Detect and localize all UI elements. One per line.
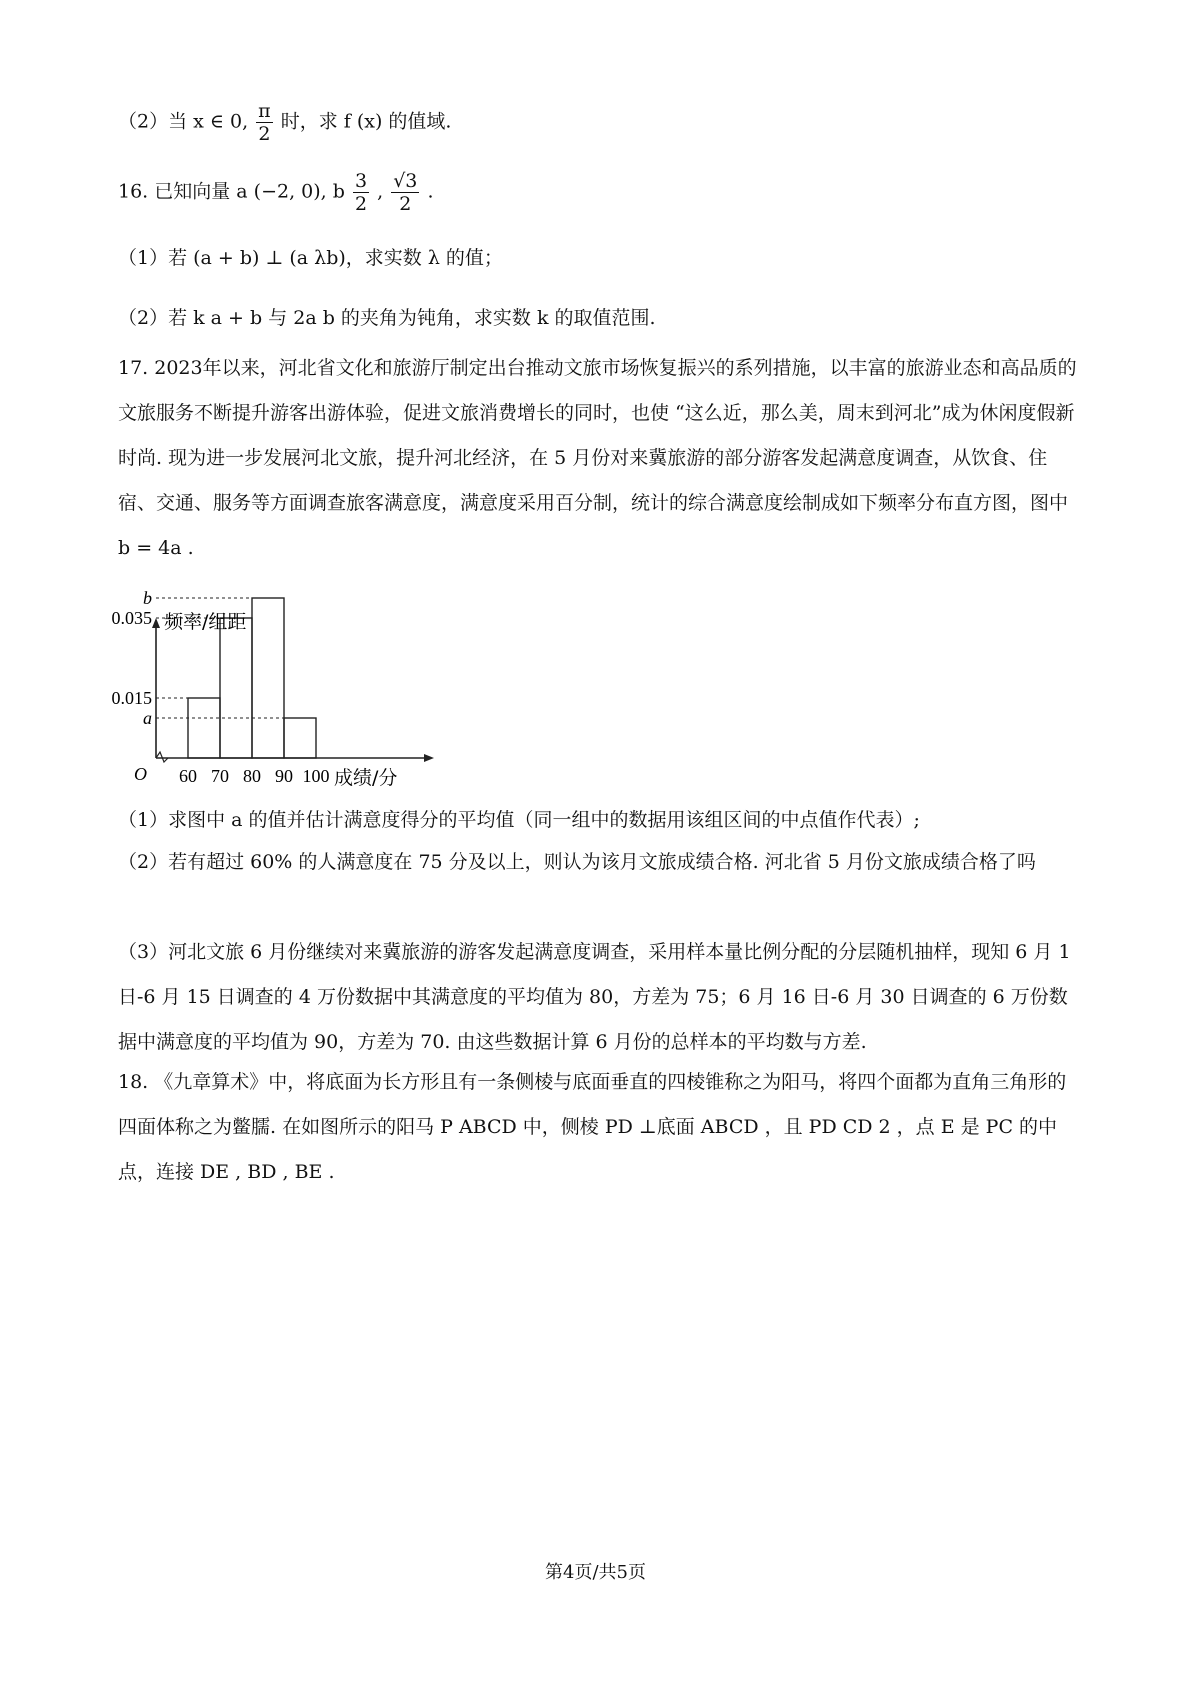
q15-part2 [118, 100, 451, 145]
q16-stem [118, 170, 433, 215]
q18-stem: 18. 《九章算术》中，将底面为长方形且有一条侧棱与底面垂直的四棱锥称之为阳马，将四个面都为直角三角形的四面体称之为鳖臑. 在如图所示的阳马 P ABCD 中，侧棱 PD ⊥底面 ABCD ，且 PD CD 2 ，点 E 是 PC 的中点，连接 DE , BD , BE . [118, 1071, 1067, 1183]
q17-part2: （2）若有超过 60% 的人满意度在 75 分及以上，则认为该月文旅成绩合格. 河北省 5 月份文旅成绩合格了吗 [118, 851, 1036, 873]
x-tick-label: 100 [302, 766, 330, 786]
y-tick-label: 0.035 [111, 608, 152, 628]
x-tick-label: 80 [243, 766, 261, 786]
q17-stem: 17. 2023年以来，河北省文化和旅游厅制定出台推动文旅市场恢复振兴的系列措施，以丰富的旅游业态和高品质的文旅服务不断提升游客出游体验，促进文旅消费增长的同时，也使 “这么近，那么美，周末到河北”成为休闲度假新时尚. 现为进一步发展河北文旅，提升河北经济，在 5 月份对来冀旅游的部分游客发起满意度调查，从饮食、住宿、交通、服务等方面调查旅客满意度，满意度采用百分制，统计的综合满意度绘制成如下频率分布直方图，图中 b = 4a . [118, 357, 1077, 559]
x-tick-label: 70 [211, 766, 229, 786]
axis-break [156, 752, 168, 762]
x-tick-label: 90 [275, 766, 293, 786]
x-axis-arrow [424, 754, 434, 762]
q16-stem-suffix: . [427, 180, 434, 203]
histogram-bar [220, 618, 252, 758]
fraction-denominator: 2 [399, 193, 412, 215]
y-tick-label: b [143, 588, 152, 608]
q15-part2-suffix: 时，求 f (x) 的值域. [280, 110, 452, 133]
origin-label: O [134, 764, 147, 784]
fraction-3-over-2 [353, 170, 369, 215]
page-footer: 第4页/共5页 [545, 1562, 646, 1583]
q16-part2: （2）若 k a + b 与 2a b 的夹角为钝角，求实数 k 的取值范围. [118, 307, 656, 329]
fraction-numerator: π [258, 100, 271, 122]
q17-part1: （1）求图中 a 的值并估计满意度得分的平均值（同一组中的数据用该组区间的中点值作代表）; [118, 809, 920, 831]
histogram-bar [284, 718, 316, 758]
x-tick-label: 60 [179, 766, 197, 786]
q16-stem-prefix: 16. 已知向量 a (−2, 0), b [118, 180, 351, 203]
fraction-numerator: √3 [393, 170, 418, 192]
q17-part3: （3）河北文旅 6 月份继续对来冀旅游的游客发起满意度调查，采用样本量比例分配的分层随机抽样，现知 6 月 1 日-6 月 15 日调查的 4 万份数据中其满意度的平均值为 80，方差为 75；6 月 16 日-6 月 30 日调查的 6 万份数据中满意度的平均值为 90，方差为 70. 由这些数据计算 6 月份的总样本的平均数与方差. [118, 941, 1071, 1053]
y-tick-label: a [143, 708, 152, 728]
fraction-pi-over-2 [256, 100, 273, 145]
y-axis-title: 频率/组距 [164, 611, 247, 633]
histogram-bar [188, 698, 220, 758]
comma: , [377, 180, 384, 203]
fraction-denominator: 2 [258, 123, 271, 145]
fraction-sqrt3-over-2 [391, 170, 419, 215]
histogram-bar [252, 598, 284, 758]
q15-part2-prefix: （2）当 x ∈ 0, [118, 110, 249, 133]
y-tick-label: 0.015 [111, 688, 152, 708]
fraction-numerator: 3 [354, 170, 368, 192]
q16-part1: （1）若 (a + b) ⊥ (a λb)，求实数 λ 的值； [118, 247, 503, 269]
x-axis-title: 成绩/分 [334, 767, 398, 789]
y-axis-arrow [152, 618, 160, 628]
fraction-denominator: 2 [354, 193, 368, 215]
